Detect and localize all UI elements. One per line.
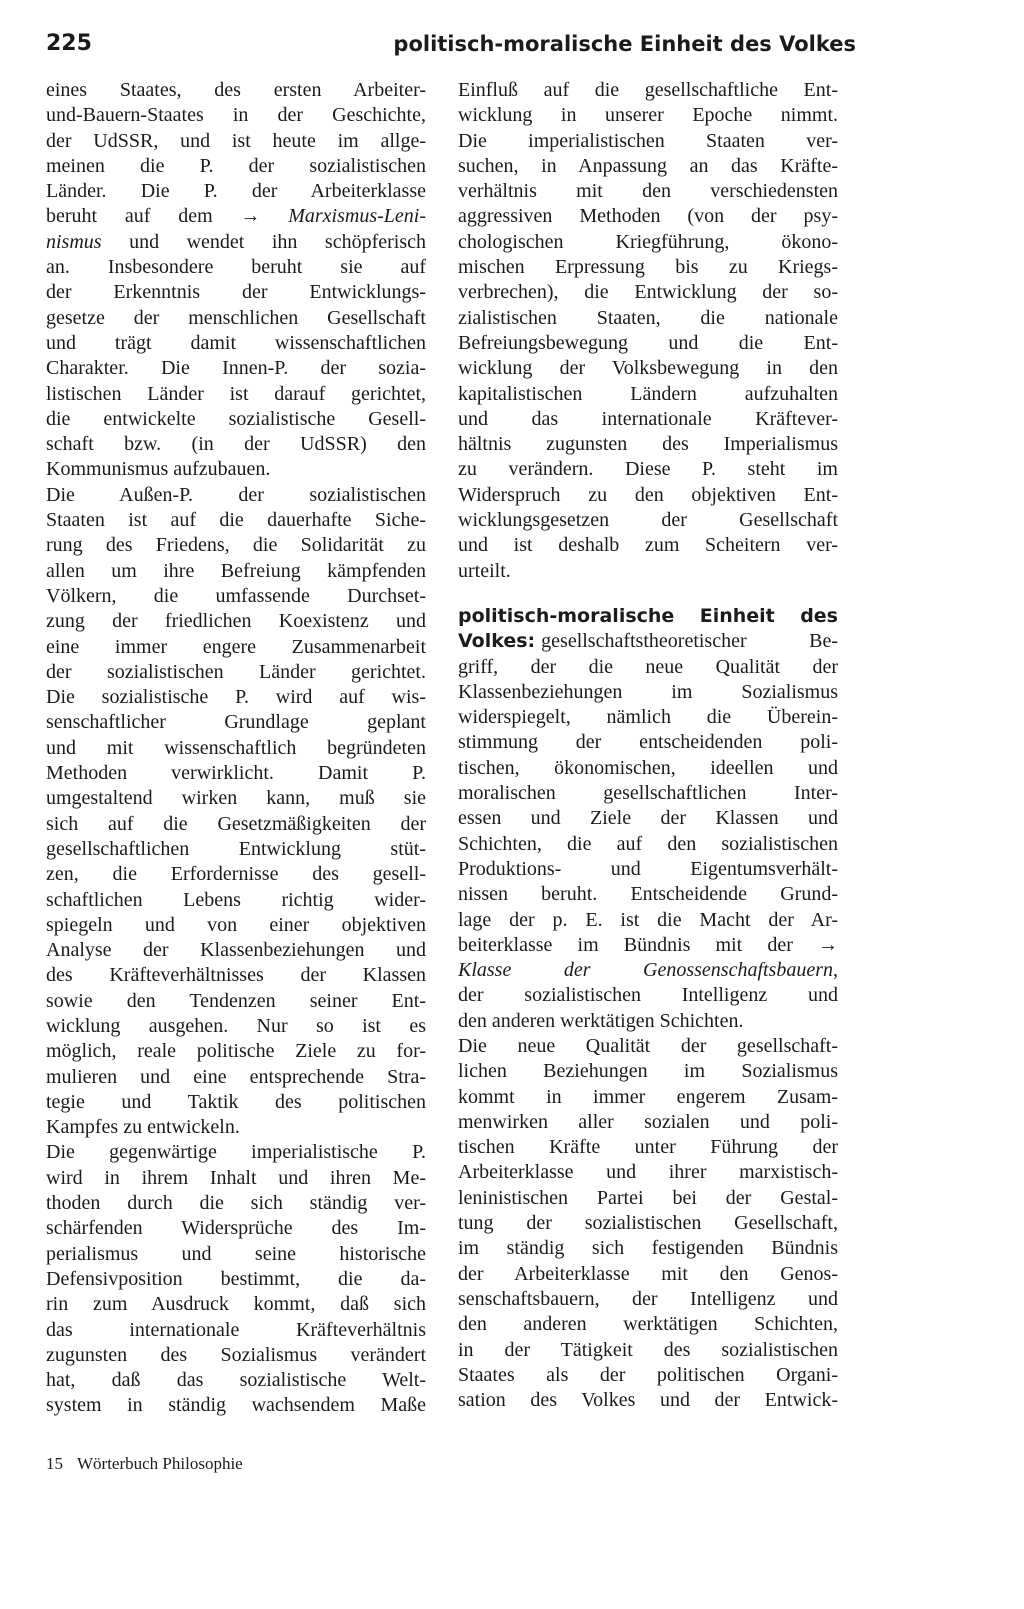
text-line: sation des Volkes und der Entwick- — [458, 1389, 838, 1412]
entry-gap — [458, 584, 838, 604]
text-line: der sozialistischen Intelligenz und — [458, 984, 838, 1007]
text-line: nissen beruht. Entscheidende Grund- — [458, 883, 838, 906]
text-line: mischen Erpressung bis zu Kriegs- — [458, 256, 838, 279]
text-line: den anderen werktätigen Schichten, — [458, 1313, 838, 1336]
text-line: hat, daß das sozialistische Welt- — [46, 1369, 426, 1392]
text-line: tischen, ökonomischen, ideellen und — [458, 756, 838, 779]
text-line: des Kräfteverhältnisses der Klassen — [46, 964, 426, 987]
text-line: suchen, in Anpassung an das Kräfte- — [458, 154, 838, 177]
text-line: rin zum Ausdruck kommt, daß sich — [46, 1293, 426, 1316]
text-line: zugunsten des Sozialismus verändert — [46, 1343, 426, 1366]
text-line: tegie und Taktik des politischen — [46, 1090, 426, 1113]
entry-headword-end: Volkes: — [458, 630, 536, 653]
text-line: Methoden verwirklicht. Damit P. — [46, 762, 426, 785]
text-line: der UdSSR, und ist heute im allge- — [46, 129, 426, 152]
text-line: Kampfes zu entwickeln. — [46, 1116, 240, 1139]
text-line: urteilt. — [458, 559, 511, 582]
text-line: zung der friedlichen Koexistenz und — [46, 610, 426, 633]
text-line: meinen die P. der sozialistischen — [46, 154, 426, 177]
entry-headword-line: politisch-moralische Einheit des — [458, 604, 838, 627]
text-line: Völkern, die umfassende Durchset- — [46, 584, 426, 607]
text-line: Charakter. Die Innen-P. der sozia- — [46, 357, 426, 380]
text-line: Defensivposition bestimmt, die da- — [46, 1267, 426, 1290]
running-head: politisch-moralische Einheit des Volkes — [393, 32, 856, 56]
text-line: eines Staates, des ersten Arbeiter- — [46, 79, 426, 101]
text-line: Widerspruch zu den objektiven Ent- — [458, 483, 838, 506]
text-line: im ständig sich festigenden Bündnis — [458, 1237, 838, 1260]
text-line: den anderen werktätigen Schichten. — [458, 1009, 744, 1032]
text-line: rung des Friedens, die Solidarität zu — [46, 534, 426, 557]
text-line: tischen Kräfte unter Führung der — [458, 1136, 838, 1159]
text-line: verhältnis mit den verschiedensten — [458, 180, 838, 203]
text-line: wicklung ausgehen. Nur so ist es — [46, 1014, 426, 1037]
text-line: widerspiegelt, nämlich die Überein- — [458, 706, 838, 729]
cross-reference-term: nismus — [46, 230, 102, 253]
text-line: die entwickelte sozialistische Gesell- — [46, 407, 426, 430]
page-footer — [46, 1453, 243, 1475]
text-line: Staates als der politischen Organi- — [458, 1363, 838, 1386]
text-line: beruht auf dem → Marxismus-Leni- — [46, 205, 426, 228]
text-line: gesellschaftlichen Entwicklung stüt- — [46, 837, 426, 860]
text-line: aggressiven Methoden (von der psy- — [458, 205, 838, 228]
cross-reference-term: Klasse der Genossenschaftsbauern — [458, 959, 833, 982]
text-line: schaftlichen Lebens richtig wider- — [46, 888, 426, 911]
text-line: hältnis zugunsten des Imperialismus — [458, 433, 838, 456]
text-line: lage der p. E. ist die Macht der Ar- — [458, 908, 838, 931]
text-line: wicklung in unserer Epoche nimmt. — [458, 104, 838, 127]
text-line: wicklung der Volksbewegung in den — [458, 357, 838, 380]
text-line: Arbeiterklasse und ihrer marxistisch- — [458, 1161, 838, 1184]
text-line: kapitalistischen Ländern aufzuhalten — [458, 382, 838, 405]
text-line: perialismus und seine historische — [46, 1242, 426, 1265]
text-line: umgestaltend wirken kann, muß sie — [46, 787, 426, 810]
text-line: chologischen Kriegführung, ökono- — [458, 230, 838, 253]
entry-headword — [458, 604, 838, 629]
text-line: wird in ihrem Inhalt und ihren Me- — [46, 1166, 426, 1189]
text-line: griff, der die neue Qualität der — [458, 655, 838, 678]
text-line: spiegeln und von einer objektiven — [46, 913, 426, 936]
text-line: und-Bauern-Staates in der Geschichte, — [46, 104, 426, 127]
text-line: Staaten ist auf die dauerhafte Siche- — [46, 509, 426, 532]
text-line: und mit wissenschaftlich begründeten — [46, 736, 426, 759]
book-title: Wörterbuch Philosophie — [77, 1454, 243, 1473]
text-line: Die Außen-P. der sozialistischen — [46, 483, 426, 506]
text-line: gesetze der menschlichen Gesellschaft — [46, 306, 426, 329]
text-line: Länder. Die P. der Arbeiterklasse — [46, 180, 426, 203]
cross-reference-term: Marxismus-Leni- — [288, 205, 426, 228]
text-line: schaft bzw. (in der UdSSR) den — [46, 433, 426, 456]
text-line: Die gegenwärtige imperialistische P. — [46, 1141, 426, 1164]
right-column — [458, 78, 838, 1413]
text-line: zu verändern. Diese P. steht im — [458, 458, 838, 481]
text-line: Klasse der Genossenschaftsbauern, — [458, 959, 838, 982]
text-line: das internationale Kräfteverhältnis — [46, 1318, 426, 1341]
text-line: thoden durch die sich ständig ver- — [46, 1192, 426, 1215]
left-column — [46, 78, 426, 1419]
text-line: senschaftsbauern, der Intelligenz und — [458, 1287, 838, 1310]
text-line: sowie den Tendenzen seiner Ent- — [46, 989, 426, 1012]
text-line: zen, die Erfordernisse des gesell- — [46, 863, 426, 886]
text-line: sich auf die Gesetzmäßigkeiten der — [46, 812, 426, 835]
text-line: der Erkenntnis der Entwicklungs- — [46, 281, 426, 304]
text-line: system in ständig wachsendem Maße — [46, 1394, 426, 1417]
text-line: zialistischen Staaten, die nationale — [458, 306, 838, 329]
text-line: Die sozialistische P. wird auf wis- — [46, 686, 426, 709]
text-line: kommt in immer engerem Zusam- — [458, 1085, 838, 1108]
text-line: wicklungsgesetzen der Gesellschaft — [458, 509, 838, 532]
text-line: in der Tätigkeit des sozialistischen — [458, 1338, 838, 1361]
text-line: und trägt damit wissenschaftlichen — [46, 331, 426, 354]
right-column-top-text — [458, 78, 838, 584]
text-line: Die imperialistischen Staaten ver- — [458, 129, 838, 152]
text-line: eine immer engere Zusammenarbeit — [46, 635, 426, 658]
text-line: Produktions- und Eigentumsverhält- — [458, 857, 838, 880]
text-line: allen um ihre Befreiung kämpfenden — [46, 559, 426, 582]
text-line: tung der sozialistischen Gesellschaft, — [458, 1212, 838, 1235]
text-line: lichen Beziehungen im Sozialismus — [458, 1060, 838, 1083]
text-line: möglich, reale politische Ziele zu for- — [46, 1040, 426, 1063]
entry-definition-first-line: gesellschaftstheoretischer Be- — [541, 630, 838, 653]
text-line: essen und Ziele der Klassen und — [458, 807, 838, 830]
text-line: stimmung der entscheidenden poli- — [458, 731, 838, 754]
text-line: menwirken aller sozialen und poli- — [458, 1110, 838, 1133]
text-line: Klassenbeziehungen im Sozialismus — [458, 680, 838, 703]
text-line: Analyse der Klassenbeziehungen und — [46, 939, 426, 962]
text-line: leninistischen Partei bei der Gestal- — [458, 1186, 838, 1209]
right-column-entry-text — [458, 655, 838, 1414]
text-line: Befreiungsbewegung und die Ent- — [458, 331, 838, 354]
text-line: und das internationale Kräftever- — [458, 407, 838, 430]
text-line: senschaftlicher Grundlage geplant — [46, 711, 426, 734]
text-line: an. Insbesondere beruht sie auf — [46, 256, 426, 279]
text-line: der Arbeiterklasse mit den Genos- — [458, 1262, 838, 1285]
entry-definition-start — [458, 629, 838, 654]
text-line: und ist deshalb zum Scheitern ver- — [458, 534, 838, 557]
text-line: verbrechen), die Entwicklung der so- — [458, 281, 838, 304]
text-line: Einfluß auf die gesellschaftliche Ent- — [458, 79, 838, 101]
text-line: nismus und wendet ihn schöpferisch — [46, 230, 426, 253]
text-line: der sozialistischen Länder gerichtet. — [46, 660, 426, 683]
text-line: mulieren und eine entsprechende Stra- — [46, 1065, 426, 1088]
text-line: listischen Länder ist darauf gerichtet, — [46, 382, 426, 405]
page-number: 225 — [46, 31, 92, 56]
text-line: schärfenden Widersprüche des Im- — [46, 1217, 426, 1240]
text-line: Die neue Qualität der gesellschaft- — [458, 1034, 838, 1057]
text-line: Schichten, die auf den sozialistischen — [458, 832, 838, 855]
sheet-signature: 15 — [46, 1454, 63, 1473]
text-line: moralischen gesellschaftlichen Inter- — [458, 782, 838, 805]
text-line: beiterklasse im Bündnis mit der → — [458, 933, 838, 956]
text-line: Kommunismus aufzubauen. — [46, 458, 271, 481]
